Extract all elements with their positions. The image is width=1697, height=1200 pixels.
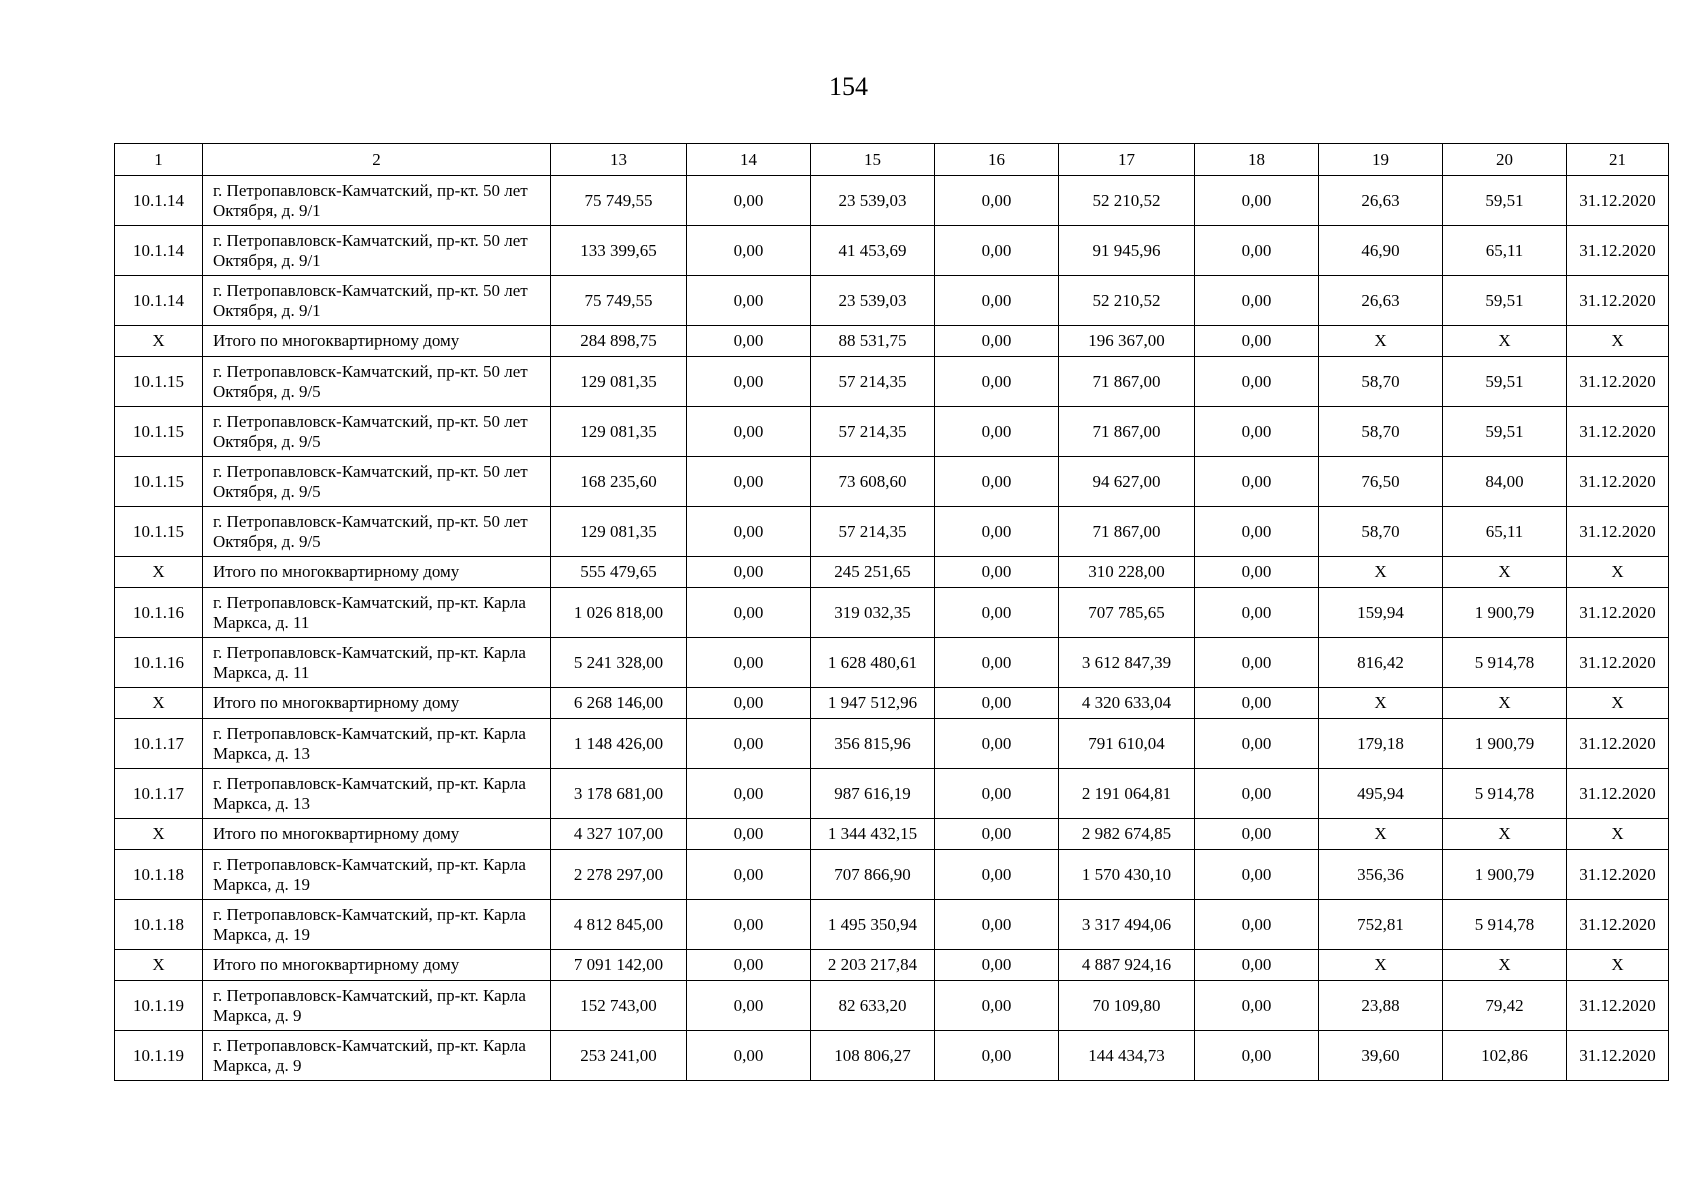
value-cell: 31.12.2020 [1567,407,1669,457]
table-row [115,226,1669,276]
value-cell: 0,00 [935,900,1059,950]
address-cell: г. Петропавловск-Камчатский, пр-кт. Карла Маркса, д. 11 [203,638,551,688]
value-cell: 75 749,55 [551,276,687,326]
value-cell: X [1567,326,1669,357]
value-cell: 0,00 [1195,176,1319,226]
value-cell: 31.12.2020 [1567,769,1669,819]
address-cell: Итого по многоквартирному дому [203,688,551,719]
table-body [115,144,1669,1081]
address-cell: Итого по многоквартирному дому [203,557,551,588]
value-cell: 4 320 633,04 [1059,688,1195,719]
value-cell: X [1319,326,1443,357]
value-cell: 2 191 064,81 [1059,769,1195,819]
item-number-cell: 10.1.19 [115,1031,203,1081]
value-cell: 0,00 [935,638,1059,688]
item-number-cell: 10.1.17 [115,769,203,819]
value-cell: 71 867,00 [1059,357,1195,407]
address-cell: г. Петропавловск-Камчатский, пр-кт. 50 лет Октября, д. 9/5 [203,357,551,407]
item-number-cell: 10.1.15 [115,457,203,507]
value-cell: 6 268 146,00 [551,688,687,719]
value-cell: 1 495 350,94 [811,900,935,950]
value-cell: 0,00 [1195,719,1319,769]
item-number-cell: X [115,688,203,719]
value-cell: X [1443,326,1567,357]
value-cell: 5 914,78 [1443,638,1567,688]
value-cell: 0,00 [687,326,811,357]
item-number-cell: 10.1.15 [115,407,203,457]
value-cell: 0,00 [935,457,1059,507]
value-cell: X [1319,819,1443,850]
value-cell: 31.12.2020 [1567,357,1669,407]
value-cell: 0,00 [935,719,1059,769]
address-cell: Итого по многоквартирному дому [203,950,551,981]
item-number-cell: 10.1.14 [115,276,203,326]
value-cell: 71 867,00 [1059,407,1195,457]
value-cell: 0,00 [1195,981,1319,1031]
table-row [115,900,1669,950]
value-cell: X [1443,819,1567,850]
value-cell: 102,86 [1443,1031,1567,1081]
value-cell: 2 982 674,85 [1059,819,1195,850]
address-cell: Итого по многоквартирному дому [203,819,551,850]
value-cell: 816,42 [1319,638,1443,688]
value-cell: 752,81 [1319,900,1443,950]
value-cell: 7 091 142,00 [551,950,687,981]
value-cell: 0,00 [687,819,811,850]
value-cell: X [1319,950,1443,981]
value-cell: 0,00 [935,981,1059,1031]
total-row [115,326,1669,357]
value-cell: 0,00 [687,950,811,981]
value-cell: 26,63 [1319,176,1443,226]
value-cell: X [1319,557,1443,588]
value-cell: 31.12.2020 [1567,176,1669,226]
value-cell: 0,00 [1195,688,1319,719]
table-row [115,357,1669,407]
value-cell: 0,00 [687,588,811,638]
value-cell: 31.12.2020 [1567,226,1669,276]
column-number-cell: 2 [203,144,551,176]
address-cell: г. Петропавловск-Камчатский, пр-кт. 50 лет Октября, д. 9/5 [203,407,551,457]
value-cell: 57 214,35 [811,407,935,457]
value-cell: X [1567,557,1669,588]
value-cell: 0,00 [935,950,1059,981]
value-cell: 0,00 [1195,276,1319,326]
item-number-cell: 10.1.16 [115,588,203,638]
value-cell: 0,00 [687,176,811,226]
value-cell: 0,00 [1195,226,1319,276]
value-cell: 71 867,00 [1059,507,1195,557]
value-cell: 707 866,90 [811,850,935,900]
item-number-cell: X [115,557,203,588]
value-cell: 133 399,65 [551,226,687,276]
value-cell: 319 032,35 [811,588,935,638]
value-cell: 0,00 [935,276,1059,326]
value-cell: 0,00 [687,981,811,1031]
value-cell: 2 203 217,84 [811,950,935,981]
value-cell: 57 214,35 [811,507,935,557]
column-number-cell: 14 [687,144,811,176]
value-cell: 0,00 [1195,588,1319,638]
table-row [115,276,1669,326]
value-cell: 31.12.2020 [1567,588,1669,638]
table-row [115,407,1669,457]
table-row [115,588,1669,638]
address-cell: г. Петропавловск-Камчатский, пр-кт. 50 лет Октября, д. 9/1 [203,176,551,226]
value-cell: 0,00 [1195,357,1319,407]
value-cell: 70 109,80 [1059,981,1195,1031]
value-cell: 144 434,73 [1059,1031,1195,1081]
value-cell: 129 081,35 [551,357,687,407]
value-cell: 108 806,27 [811,1031,935,1081]
value-cell: 1 570 430,10 [1059,850,1195,900]
value-cell: 0,00 [687,226,811,276]
value-cell: 253 241,00 [551,1031,687,1081]
value-cell: 168 235,60 [551,457,687,507]
value-cell: 0,00 [935,326,1059,357]
item-number-cell: 10.1.15 [115,357,203,407]
value-cell: 58,70 [1319,357,1443,407]
value-cell: 1 344 432,15 [811,819,935,850]
item-number-cell: 10.1.15 [115,507,203,557]
value-cell: 52 210,52 [1059,276,1195,326]
value-cell: 76,50 [1319,457,1443,507]
value-cell: 31.12.2020 [1567,276,1669,326]
column-number-cell: 15 [811,144,935,176]
page-number: 154 [829,72,868,101]
value-cell: 0,00 [935,850,1059,900]
item-number-cell: 10.1.14 [115,226,203,276]
value-cell: X [1567,950,1669,981]
value-cell: 0,00 [687,407,811,457]
value-cell: 31.12.2020 [1567,507,1669,557]
value-cell: 0,00 [935,557,1059,588]
address-cell: г. Петропавловск-Камчатский, пр-кт. Карла Маркса, д. 19 [203,900,551,950]
value-cell: 41 453,69 [811,226,935,276]
value-cell: X [1567,819,1669,850]
value-cell: 31.12.2020 [1567,850,1669,900]
value-cell: 0,00 [935,176,1059,226]
value-cell: 0,00 [1195,457,1319,507]
address-cell: г. Петропавловск-Камчатский, пр-кт. Карла Маркса, д. 11 [203,588,551,638]
address-cell: г. Петропавловск-Камчатский, пр-кт. Карла Маркса, д. 9 [203,1031,551,1081]
value-cell: 59,51 [1443,357,1567,407]
value-cell: 3 317 494,06 [1059,900,1195,950]
column-number-cell: 13 [551,144,687,176]
value-cell: 0,00 [687,769,811,819]
value-cell: 129 081,35 [551,507,687,557]
total-row [115,557,1669,588]
value-cell: 79,42 [1443,981,1567,1031]
value-cell: 31.12.2020 [1567,638,1669,688]
value-cell: 73 608,60 [811,457,935,507]
value-cell: 31.12.2020 [1567,457,1669,507]
table-row [115,457,1669,507]
value-cell: 0,00 [687,900,811,950]
value-cell: 65,11 [1443,226,1567,276]
value-cell: 3 612 847,39 [1059,638,1195,688]
item-number-cell: 10.1.17 [115,719,203,769]
value-cell: 0,00 [687,850,811,900]
value-cell: 152 743,00 [551,981,687,1031]
value-cell: 0,00 [1195,326,1319,357]
address-cell: г. Петропавловск-Камчатский, пр-кт. Карла Маркса, д. 9 [203,981,551,1031]
value-cell: 284 898,75 [551,326,687,357]
value-cell: 23 539,03 [811,276,935,326]
value-cell: 4 887 924,16 [1059,950,1195,981]
value-cell: 0,00 [687,357,811,407]
value-cell: 0,00 [1195,769,1319,819]
value-cell: 0,00 [1195,507,1319,557]
value-cell: 31.12.2020 [1567,900,1669,950]
value-cell: 1 148 426,00 [551,719,687,769]
value-cell: 31.12.2020 [1567,1031,1669,1081]
value-cell: 58,70 [1319,507,1443,557]
value-cell: 0,00 [1195,850,1319,900]
value-cell: 59,51 [1443,407,1567,457]
address-cell: г. Петропавловск-Камчатский, пр-кт. 50 лет Октября, д. 9/5 [203,457,551,507]
value-cell: 310 228,00 [1059,557,1195,588]
value-cell: 0,00 [935,507,1059,557]
value-cell: 39,60 [1319,1031,1443,1081]
table-row [115,719,1669,769]
total-row [115,950,1669,981]
item-number-cell: X [115,326,203,357]
value-cell: 1 900,79 [1443,850,1567,900]
value-cell: 0,00 [1195,638,1319,688]
value-cell: 196 367,00 [1059,326,1195,357]
column-number-row [115,144,1669,176]
value-cell: 5 914,78 [1443,900,1567,950]
address-cell: Итого по многоквартирному дому [203,326,551,357]
value-cell: 0,00 [687,688,811,719]
value-cell: 59,51 [1443,176,1567,226]
value-cell: 1 026 818,00 [551,588,687,638]
value-cell: 0,00 [935,1031,1059,1081]
value-cell: 4 327 107,00 [551,819,687,850]
value-cell: 84,00 [1443,457,1567,507]
value-cell: 0,00 [687,719,811,769]
value-cell: 58,70 [1319,407,1443,457]
address-cell: г. Петропавловск-Камчатский, пр-кт. 50 лет Октября, д. 9/1 [203,226,551,276]
value-cell: X [1443,688,1567,719]
value-cell: X [1443,950,1567,981]
value-cell: 0,00 [1195,1031,1319,1081]
table-row [115,769,1669,819]
value-cell: 0,00 [687,457,811,507]
value-cell: 356,36 [1319,850,1443,900]
item-number-cell: 10.1.18 [115,850,203,900]
column-number-cell: 16 [935,144,1059,176]
value-cell: 159,94 [1319,588,1443,638]
value-cell: X [1443,557,1567,588]
value-cell: 1 628 480,61 [811,638,935,688]
column-number-cell: 1 [115,144,203,176]
value-cell: 4 812 845,00 [551,900,687,950]
value-cell: 179,18 [1319,719,1443,769]
item-number-cell: 10.1.14 [115,176,203,226]
value-cell: 0,00 [935,357,1059,407]
value-cell: 5 914,78 [1443,769,1567,819]
value-cell: 356 815,96 [811,719,935,769]
value-cell: 0,00 [1195,819,1319,850]
table-row [115,638,1669,688]
value-cell: 0,00 [935,688,1059,719]
total-row [115,819,1669,850]
value-cell: 31.12.2020 [1567,981,1669,1031]
value-cell: 1 947 512,96 [811,688,935,719]
table-row [115,176,1669,226]
value-cell: 0,00 [687,276,811,326]
table-row [115,981,1669,1031]
address-cell: г. Петропавловск-Камчатский, пр-кт. 50 лет Октября, д. 9/5 [203,507,551,557]
column-number-cell: 19 [1319,144,1443,176]
value-cell: 0,00 [1195,557,1319,588]
value-cell: 94 627,00 [1059,457,1195,507]
address-cell: г. Петропавловск-Камчатский, пр-кт. Карла Маркса, д. 19 [203,850,551,900]
value-cell: 26,63 [1319,276,1443,326]
value-cell: 0,00 [935,588,1059,638]
value-cell: 23,88 [1319,981,1443,1031]
value-cell: 987 616,19 [811,769,935,819]
value-cell: 82 633,20 [811,981,935,1031]
value-cell: X [1319,688,1443,719]
item-number-cell: 10.1.16 [115,638,203,688]
value-cell: X [1567,688,1669,719]
value-cell: 555 479,65 [551,557,687,588]
item-number-cell: 10.1.18 [115,900,203,950]
value-cell: 2 278 297,00 [551,850,687,900]
value-cell: 91 945,96 [1059,226,1195,276]
value-cell: 129 081,35 [551,407,687,457]
value-cell: 75 749,55 [551,176,687,226]
value-cell: 791 610,04 [1059,719,1195,769]
column-number-cell: 17 [1059,144,1195,176]
column-number-cell: 18 [1195,144,1319,176]
value-cell: 46,90 [1319,226,1443,276]
value-cell: 5 241 328,00 [551,638,687,688]
value-cell: 0,00 [1195,900,1319,950]
value-cell: 495,94 [1319,769,1443,819]
total-row [115,688,1669,719]
value-cell: 57 214,35 [811,357,935,407]
value-cell: 1 900,79 [1443,588,1567,638]
value-cell: 0,00 [687,557,811,588]
table-row [115,850,1669,900]
table-row [115,507,1669,557]
column-number-cell: 21 [1567,144,1669,176]
column-number-cell: 20 [1443,144,1567,176]
value-cell: 52 210,52 [1059,176,1195,226]
value-cell: 0,00 [687,507,811,557]
address-cell: г. Петропавловск-Камчатский, пр-кт. Карла Маркса, д. 13 [203,769,551,819]
value-cell: 1 900,79 [1443,719,1567,769]
data-table [114,143,1669,1081]
value-cell: 0,00 [687,638,811,688]
value-cell: 31.12.2020 [1567,719,1669,769]
address-cell: г. Петропавловск-Камчатский, пр-кт. 50 лет Октября, д. 9/1 [203,276,551,326]
value-cell: 88 531,75 [811,326,935,357]
table-row [115,1031,1669,1081]
value-cell: 0,00 [935,226,1059,276]
value-cell: 0,00 [1195,407,1319,457]
item-number-cell: X [115,950,203,981]
value-cell: 0,00 [687,1031,811,1081]
value-cell: 59,51 [1443,276,1567,326]
item-number-cell: X [115,819,203,850]
item-number-cell: 10.1.19 [115,981,203,1031]
value-cell: 23 539,03 [811,176,935,226]
value-cell: 0,00 [935,819,1059,850]
value-cell: 65,11 [1443,507,1567,557]
value-cell: 0,00 [1195,950,1319,981]
address-cell: г. Петропавловск-Камчатский, пр-кт. Карла Маркса, д. 13 [203,719,551,769]
value-cell: 707 785,65 [1059,588,1195,638]
value-cell: 0,00 [935,769,1059,819]
value-cell: 3 178 681,00 [551,769,687,819]
value-cell: 0,00 [935,407,1059,457]
value-cell: 245 251,65 [811,557,935,588]
